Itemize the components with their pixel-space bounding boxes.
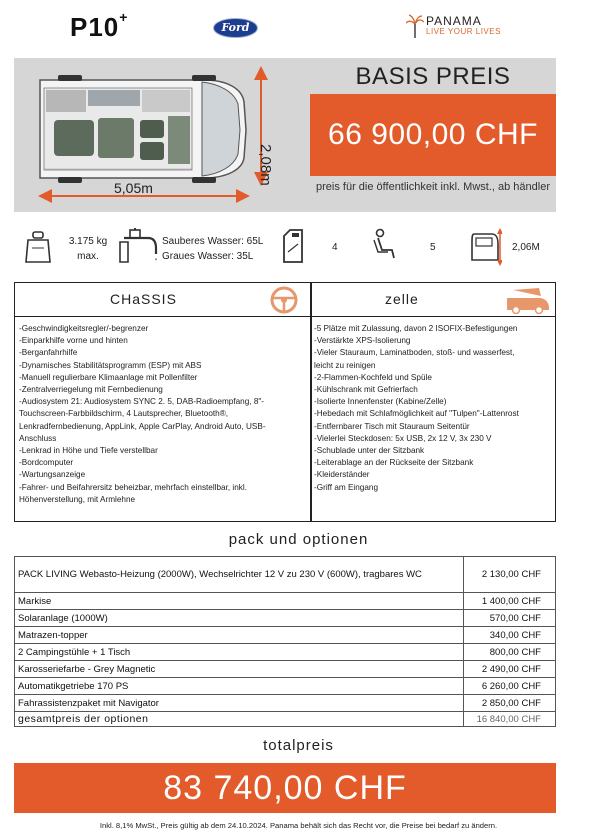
length-dimension-label: 5,05m — [114, 180, 153, 196]
option-label: Karosseriefarbe - Grey Magnetic — [15, 661, 464, 678]
list-item: -Audiosystem 21: Audiosystem SYNC 2. 5, DAB-Radioempfang, 8"- — [19, 397, 265, 407]
weight-value — [66, 234, 110, 264]
list-item: -Fahrer- und Beifahrersitz beheizbar, mehrfach einstellbar, inkl. — [19, 482, 247, 492]
list-item: -Berganfahrhilfe — [19, 348, 78, 358]
option-price: 2 490,00 CHF — [464, 661, 556, 678]
grey-water-text: Graues Wasser: 35L — [162, 251, 254, 262]
table-row — [15, 644, 556, 661]
option-label: Markise — [15, 593, 464, 610]
table-row — [15, 593, 556, 610]
list-item: -2-Flammen-Kochfeld und Spüle — [314, 372, 432, 382]
table-row — [15, 678, 556, 695]
weight-text: 3.175 kg — [68, 236, 108, 247]
brand-sup: + — [119, 9, 129, 26]
features-header-divider — [15, 316, 555, 317]
options-total-row — [15, 712, 556, 727]
option-price: 2 850,00 CHF — [464, 695, 556, 712]
footer-note: Inkl. 8,1% MwSt., Preis gültig ab dem 24.10.2024. Panama behält sich das Recht vor, die Preise bei bedarf zu ändern. — [99, 821, 498, 830]
list-item: -Schublade unter der Sitzbank — [314, 446, 425, 456]
table-row — [15, 557, 556, 593]
steering-wheel-icon — [269, 286, 299, 314]
panama-name: PANAMA — [426, 14, 482, 28]
seat-icon — [370, 228, 398, 262]
list-item: leicht zu reinigen — [314, 360, 376, 370]
zelle-title: zelle — [385, 291, 419, 307]
table-row — [15, 627, 556, 644]
list-item: -Hebedach mit Schlafmöglichkeit auf "Tulpen"-Lattenrost — [314, 409, 519, 419]
table-row — [15, 695, 556, 712]
camper-van-icon — [503, 286, 551, 314]
option-label: 2 Campingstühle + 1 Tisch — [15, 644, 464, 661]
list-item: -Wartungsanzeige — [19, 470, 86, 480]
vehicle-height-value: 2,06M — [512, 242, 540, 253]
option-price: 800,00 CHF — [464, 644, 556, 661]
list-item: Höhenverstellung, mit Armlehne — [19, 494, 136, 504]
zelle-feature-list — [314, 323, 519, 494]
option-price: 2 130,00 CHF — [464, 557, 556, 593]
seats-count: 5 — [430, 242, 436, 253]
list-item: -Manuell regulierbare Klimaanlage mit Pollenfilter — [19, 372, 198, 382]
chassis-feature-list — [19, 323, 266, 506]
total-title: totalpreis — [263, 737, 334, 754]
list-item: -Verstärkte XPS-Isolierung — [314, 336, 411, 346]
palm-icon — [406, 14, 424, 38]
option-label: Solaranlage (1000W) — [15, 610, 464, 627]
table-row — [15, 661, 556, 678]
features-table — [14, 282, 556, 522]
van-floorplan — [14, 58, 310, 212]
list-item: -Kühlschrank mit Gefrierfach — [314, 385, 418, 395]
list-item: -Geschwindigkeitsregler/-begrenzer — [19, 324, 149, 333]
total-price: 83 740,00 CHF — [14, 763, 556, 813]
option-label: Automatikgetriebe 170 PS — [15, 678, 464, 695]
jerrycan-icon — [282, 228, 306, 264]
basis-price-title: BASIS PREIS — [355, 63, 511, 90]
brand-name: P10 — [70, 12, 120, 42]
list-item: -Leiterablage an der Rückseite der Sitzbank — [314, 458, 474, 468]
specs-row — [14, 222, 556, 272]
beds-count: 4 — [332, 242, 338, 253]
list-item: -5 Plätze mit Zulassung, davon 2 ISOFIX-Befestigungen — [314, 324, 518, 333]
list-item: -Einparkhilfe vorne und hinten — [19, 336, 128, 346]
option-price: 570,00 CHF — [464, 610, 556, 627]
list-item: Touchscreen-Farbbildschirm, 4 Lautsprecher, Bluetooth®, — [19, 409, 229, 419]
list-item: -Kleiderständer — [314, 470, 370, 480]
panama-logo — [406, 14, 516, 44]
list-item: -Vielerlei Steckdosen: 5x USB, 2x 12 V, 3x 230 V — [314, 433, 492, 443]
water-capacity — [162, 234, 263, 264]
height-dimension-label: 2,08m — [257, 144, 274, 186]
list-item: -Isolierte Innenfenster (Kabine/Zelle) — [314, 397, 447, 407]
list-item: -Griff am Eingang — [314, 482, 379, 492]
list-item: -Bordcomputer — [19, 458, 74, 468]
option-price: 1 400,00 CHF — [464, 593, 556, 610]
list-item: -Vieler Stauraum, Laminatboden, stoß- und wasserfest, — [314, 348, 515, 358]
options-total-price: 16 840,00 CHF — [464, 712, 556, 727]
list-item: -Entfernbarer Tisch mit Stauraum Seitentür — [314, 421, 470, 431]
list-item: -Zentralverriegelung mit Fernbedienung — [19, 385, 163, 395]
features-column-divider — [310, 283, 312, 521]
basis-price-value: 66 900,00 CHF — [310, 94, 556, 176]
option-label: Matrazen-topper — [15, 627, 464, 644]
ford-logo — [213, 18, 258, 38]
list-item: -Lenkrad in Höhe und Tiefe verstellbar — [19, 446, 158, 456]
options-title: pack und optionen — [228, 531, 369, 548]
van-height-icon — [466, 226, 502, 266]
basis-price-note: preis für die öffentlichkeit inkl. Mwst., ab händler — [316, 181, 550, 193]
option-price: 340,00 CHF — [464, 627, 556, 644]
faucet-icon — [118, 228, 160, 266]
ford-logo-text: Ford — [221, 21, 250, 34]
list-item: Anschluss — [19, 433, 57, 443]
option-price: 6 260,00 CHF — [464, 678, 556, 695]
weight-sub-text: max. — [77, 251, 99, 262]
panama-tagline: LIVE YOUR LIVES — [426, 27, 501, 36]
p10-logo — [70, 9, 129, 43]
option-label: PACK LIVING Webasto-Heizung (2000W), Wechselrichter 12 V zu 230 V (600W), tragbares WC — [15, 557, 464, 593]
weight-icon — [24, 230, 52, 264]
table-row — [15, 610, 556, 627]
options-total-label: gesamtpreis der optionen — [15, 712, 464, 727]
options-table — [14, 556, 556, 727]
option-label: Fahrassistenzpaket mit Navigator — [15, 695, 464, 712]
chassis-title: CHaSSIS — [110, 291, 177, 307]
list-item: Lenkradfernbedienung, AppLink, Apple CarPlay, Android Auto, USB- — [19, 421, 266, 431]
list-item: -Dynamisches Stabilitätsprogramm (ESP) mit ABS — [19, 360, 202, 370]
fresh-water-text: Sauberes Wasser: 65L — [162, 236, 264, 247]
van-topview-icon — [14, 58, 310, 212]
